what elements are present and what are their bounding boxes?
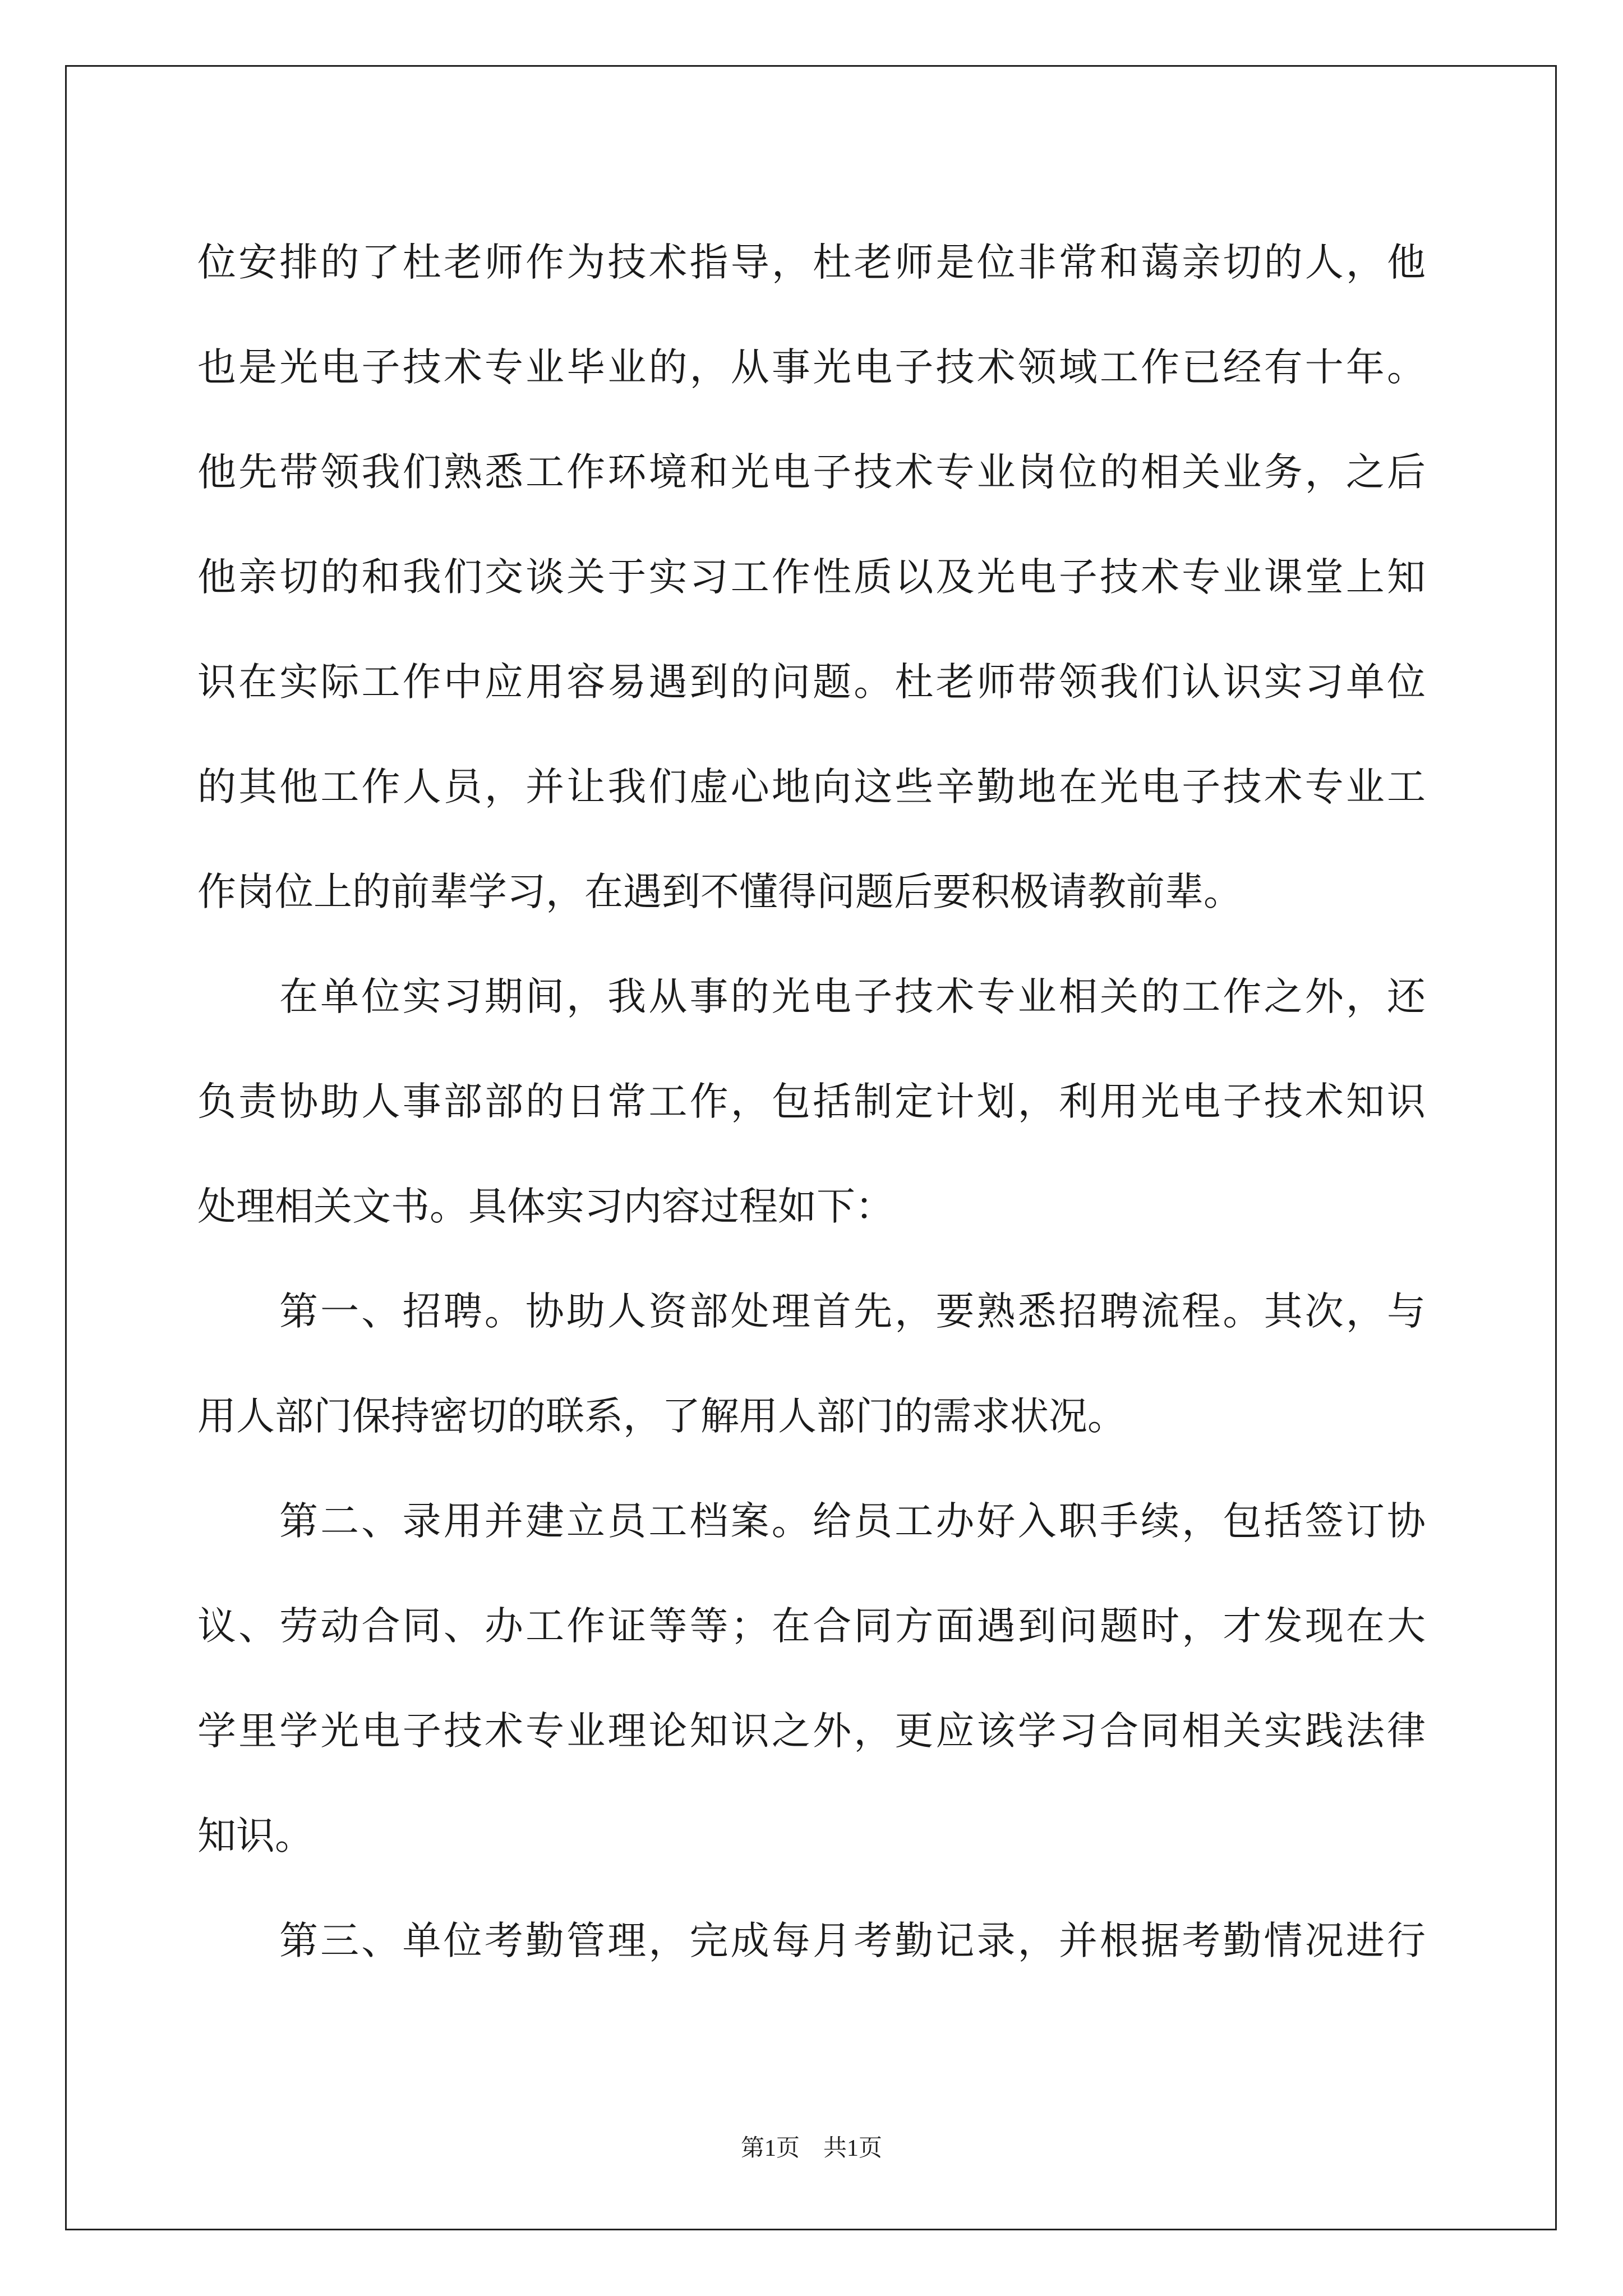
paragraph bbox=[197, 1469, 1426, 1889]
text-line: 第三、单位考勤管理，完成每月考勤记录，并根据考勤情况进行 bbox=[279, 1918, 1426, 1963]
page-number: 第1页 共1页 bbox=[740, 2136, 882, 2161]
text-line: 他亲切的和我们交谈关于实习工作性质以及光电子技术专业课堂上知 bbox=[197, 555, 1426, 600]
paragraph bbox=[197, 945, 1426, 1259]
text-line: 用人部门保持密切的联系，了解用人部门的需求状况。 bbox=[197, 1394, 1126, 1439]
text-line: 第一、招聘。协助人资部处理首先，要熟悉招聘流程。其次，与 bbox=[279, 1289, 1426, 1334]
text-line: 议、劳动合同、办工作证等等；在合同方面遇到问题时，才发现在大 bbox=[197, 1604, 1426, 1649]
paragraph bbox=[197, 1259, 1426, 1469]
text-line: 学里学光电子技术专业理论知识之外，更应该学习合同相关实践法律 bbox=[197, 1709, 1426, 1754]
paragraph bbox=[197, 210, 1426, 945]
text-line: 他先带领我们熟悉工作环境和光电子技术专业岗位的相关业务，之后 bbox=[197, 450, 1426, 495]
text-line: 负责协助人事部部的日常工作，包括制定计划，利用光电子技术知识 bbox=[197, 1079, 1426, 1124]
text-line: 第二、录用并建立员工档案。给员工办好入职手续，包括签订协 bbox=[279, 1499, 1426, 1544]
text-line: 知识。 bbox=[197, 1814, 313, 1858]
page-footer bbox=[0, 2132, 1623, 2165]
text-line: 处理相关文书。具体实习内容过程如下： bbox=[197, 1184, 894, 1229]
document-body bbox=[197, 210, 1426, 1994]
text-line: 作岗位上的前辈学习，在遇到不懂得问题后要积极请教前辈。 bbox=[197, 869, 1242, 914]
text-line: 位安排的了杜老师作为技术指导，杜老师是位非常和蔼亲切的人，他 bbox=[197, 240, 1426, 285]
text-line: 在单位实习期间，我从事的光电子技术专业相关的工作之外，还 bbox=[279, 974, 1426, 1019]
text-line: 的其他工作人员，并让我们虚心地向这些辛勤地在光电子技术专业工 bbox=[197, 765, 1426, 809]
paragraph bbox=[197, 1889, 1426, 1994]
text-line: 也是光电子技术专业毕业的，从事光电子技术领域工作已经有十年。 bbox=[197, 345, 1426, 390]
text-line: 识在实际工作中应用容易遇到的问题。杜老师带领我们认识实习单位 bbox=[197, 660, 1426, 705]
